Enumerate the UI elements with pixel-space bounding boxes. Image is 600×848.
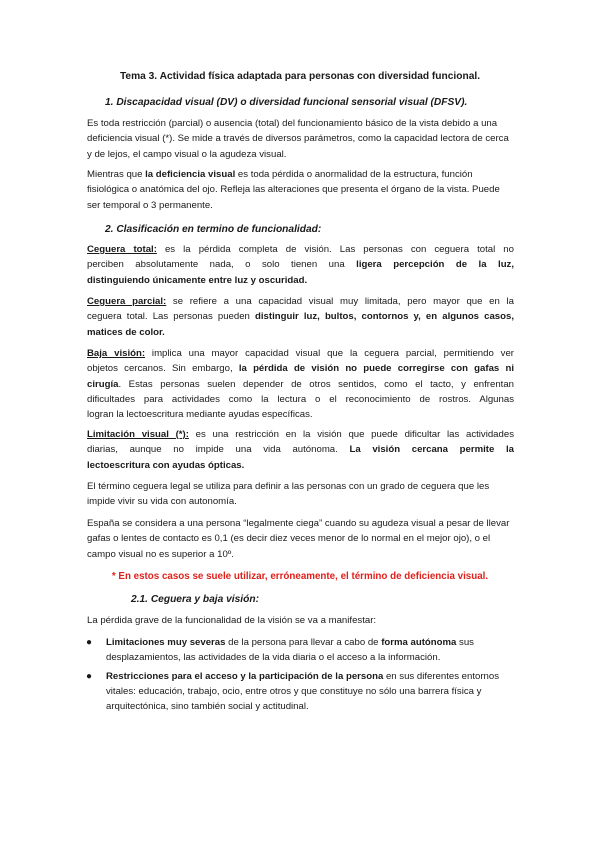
manifestations-list (86, 635, 516, 717)
bullet-icon: ● (86, 637, 93, 648)
bullet-icon: ● (86, 670, 93, 682)
limitacion-visual-paragraph: Limitación visual (*): es una restricción en la visión que puede dificultar las actividades diarias, aunque no impide una vida autónoma. La visión cercana permite la lectoescritura con ayudas ópticas. (87, 429, 514, 471)
ceguera-parcial-paragraph: Ceguera parcial: se refiere a una capacidad visual muy limitada, pero mayor que en la ceguera total. Las personas pueden distinguir luz, bultos, contornos y, en algunos casos, matices de color. (87, 296, 515, 338)
section-2-heading: 2. Clasificación en termino de funcionalidad: (105, 224, 322, 235)
ceguera-legal-paragraph: El término ceguera legal se utiliza para definir a las personas con un grado de ceguera que les impide vivir su vida con autonomía. (87, 481, 490, 508)
ceguera-parcial-term: Ceguera parcial: (87, 296, 167, 307)
section-1-paragraph-2: Mientras que la deficiencia visual es toda pérdida o anormalidad de la estructura, función fisiológica o anatómica del ojo. Refleja las alteraciones que presenta el órgano de la vista. Puede ser temporal o 3 permanente. (87, 169, 500, 211)
ceguera-total-paragraph: Ceguera total: es la pérdida completa de visión. Las personas con ceguera total no perciben absolutamente nada, o solo tienen una ligera percepción de la luz, distinguiendo únicamente entre luz y oscuridad. (87, 244, 515, 286)
section-2-1-heading: 2.1. Ceguera y baja visión: (131, 594, 259, 605)
baja-vision-term: Baja visión: (87, 348, 146, 359)
list-item: ● Restricciones para el acceso y la participación de la persona en sus diferentes entornos vitales: educación, trabajo, ocio, entre otros y que constituye no sólo una barrera física y arquitectónica, sino también social y actitudinal. (86, 670, 500, 713)
deficiencia-visual-term: la deficiencia visual (145, 169, 236, 180)
section-1-paragraph-1: Es toda restricción (parcial) o ausencia (total) del funcionamiento básico de la vista debido a una deficiencia visual (*). Se mide a través de diversos parámetros, como la capacidad lectora de cerca y de lejos, el campo visual o la agudeza visual. (87, 118, 509, 160)
section-2-1-intro: La pérdida grave de la funcionalidad de la visión se va a manifestar: (87, 615, 377, 626)
section-1-heading: 1. Discapacidad visual (DV) o diversidad funcional sensorial visual (DFSV). (105, 97, 468, 108)
limitacion-visual-term: Limitación visual (*): (87, 429, 189, 440)
document-title: Tema 3. Actividad física adaptada para personas con diversidad funcional. (119, 71, 481, 82)
list-item: ● Limitaciones muy severas de la persona para llevar a cabo de forma autónoma sus desplazamientos, las actividades de la vida diaria o el acceso a la información. (86, 637, 474, 664)
red-footnote: * En estos casos se suele utilizar, erróneamente, el término de deficiencia visual. (111, 571, 489, 582)
baja-vision-paragraph: Baja visión: implica una mayor capacidad visual que la ceguera parcial, permitiendo ver objetos cercanos. Sin embargo, la pérdida de visión no puede corregirse con gafas ni cirugía. Estas personas suelen depender de otros sentidos, como el tacto, y enfrentan dificultades para actividades como la lectura o el reconocimiento de rostros. Algunas logran la lectoescritura mediante ayudas específicas. (87, 348, 514, 421)
ceguera-total-term: Ceguera total: (87, 244, 157, 255)
espana-paragraph: España se considera a una persona “legalmente ciega” cuando su agudeza visual a pesar de llevar gafas o lentes de contacto es 0,1 (es decir diez veces menor de lo normal en el mejor ojo), o el campo visual no es superior a 10º. (87, 518, 510, 560)
